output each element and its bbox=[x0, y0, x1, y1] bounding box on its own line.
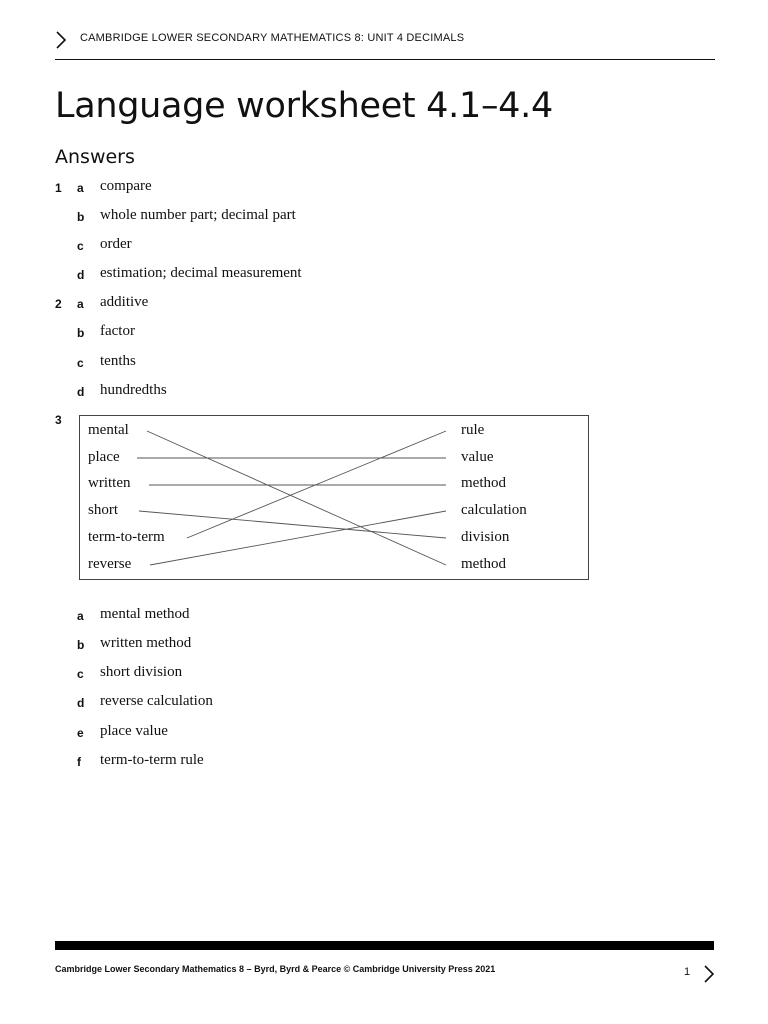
answer-text: mental method bbox=[100, 606, 190, 622]
answer-text: compare bbox=[100, 178, 152, 194]
answer-text: order bbox=[100, 236, 132, 252]
part-letter: d bbox=[77, 696, 85, 710]
part-letter: f bbox=[77, 755, 81, 769]
match-right-word: rule bbox=[461, 422, 485, 438]
match-left-word: term-to-term bbox=[88, 529, 165, 545]
match-right-word: value bbox=[461, 449, 494, 465]
part-letter: c bbox=[77, 239, 84, 253]
question-number: 2 bbox=[55, 297, 62, 311]
footer-bar bbox=[55, 941, 714, 950]
answer-text: term-to-term rule bbox=[100, 752, 204, 768]
footer-citation: Cambridge Lower Secondary Mathematics 8 – Byrd, Byrd & Pearce © Cambridge University Press 2021 bbox=[55, 964, 496, 974]
match-line bbox=[150, 511, 446, 565]
match-left-word: mental bbox=[88, 422, 129, 438]
part-letter: b bbox=[77, 326, 85, 340]
answer-text: written method bbox=[100, 635, 192, 651]
match-right-word: method bbox=[461, 556, 506, 572]
section-subtitle: Answers bbox=[55, 146, 135, 168]
match-line bbox=[187, 431, 446, 538]
question-number: 1 bbox=[55, 181, 62, 195]
page-title: Language worksheet 4.1–4.4 bbox=[55, 86, 553, 126]
answer-text: short division bbox=[100, 664, 183, 680]
answer-text: tenths bbox=[100, 353, 136, 369]
question-number: 3 bbox=[55, 413, 62, 427]
match-right-word: calculation bbox=[461, 502, 527, 518]
match-left-word: place bbox=[88, 449, 120, 465]
answer-text: whole number part; decimal part bbox=[100, 207, 296, 223]
part-letter: c bbox=[77, 667, 84, 681]
part-letter: d bbox=[77, 385, 85, 399]
part-letter: c bbox=[77, 356, 84, 370]
match-right-word: method bbox=[461, 475, 506, 491]
part-letter: b bbox=[77, 210, 85, 224]
part-letter: b bbox=[77, 638, 85, 652]
match-line bbox=[147, 431, 446, 565]
answer-text: estimation; decimal measurement bbox=[100, 265, 302, 281]
answer-text: factor bbox=[100, 323, 135, 339]
answer-text: additive bbox=[100, 294, 149, 310]
part-letter: a bbox=[77, 297, 84, 311]
part-letter: a bbox=[77, 181, 84, 195]
running-header: CAMBRIDGE LOWER SECONDARY MATHEMATICS 8: UNIT 4 DECIMALS bbox=[80, 32, 465, 44]
answer-text: reverse calculation bbox=[100, 693, 213, 709]
page-number: 1 bbox=[684, 966, 691, 978]
answer-text: hundredths bbox=[100, 382, 167, 398]
answer-text: place value bbox=[100, 723, 168, 739]
match-left-word: written bbox=[88, 475, 131, 491]
part-letter: a bbox=[77, 609, 84, 623]
match-right-word: division bbox=[461, 529, 510, 545]
match-left-word: reverse bbox=[88, 556, 132, 572]
match-left-word: short bbox=[88, 502, 118, 518]
part-letter: e bbox=[77, 726, 84, 740]
part-letter: d bbox=[77, 268, 85, 282]
chevron-right-icon[interactable] bbox=[702, 964, 716, 984]
match-line bbox=[139, 511, 446, 538]
